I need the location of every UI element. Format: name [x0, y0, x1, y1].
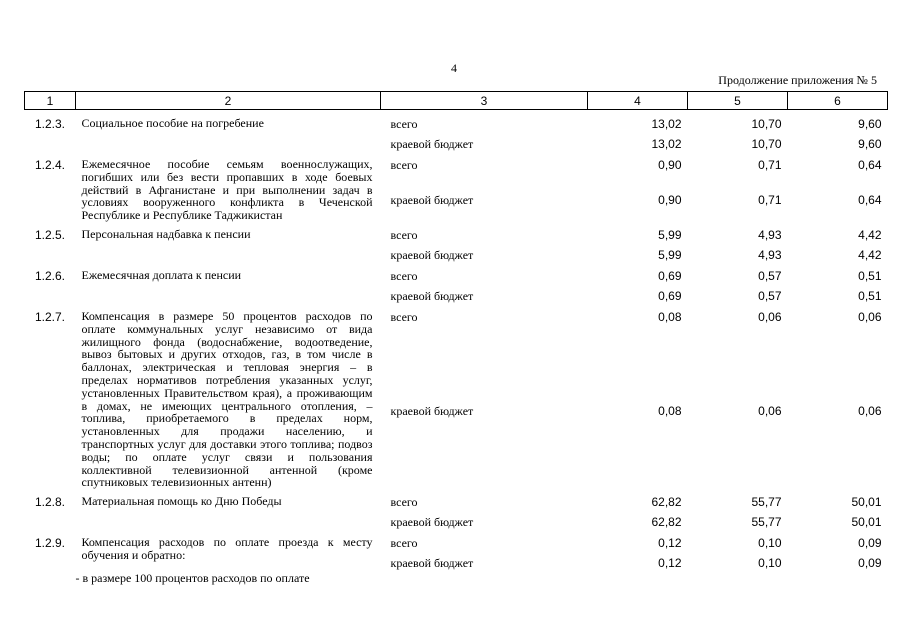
value-col-6: 4,42: [858, 247, 882, 262]
value-col-5: 4,93: [758, 247, 782, 262]
col-header-4: 4: [588, 92, 688, 110]
value-col-6: 0,64: [858, 158, 882, 172]
value-col-4: 0,69: [658, 288, 682, 303]
funding-source: всего: [390, 227, 418, 242]
appendix-table: [24, 91, 888, 586]
item-number: 1.2.5.: [34, 227, 66, 242]
funding-source: краевой бюджет: [390, 403, 474, 418]
value-col-6: 0,51: [858, 288, 882, 303]
trailing-note: - в размере 100 процентов расходов по оплате: [75, 571, 310, 586]
funding-source: всего: [390, 536, 418, 551]
appendix-continuation-label: Продолжение приложения № 5: [718, 73, 877, 87]
item-name: Персональная надбавка к пенсии: [81, 226, 251, 241]
value-col-6: 50,01: [851, 515, 882, 530]
empty-cell: [25, 571, 76, 586]
col-header-3: 3: [381, 92, 588, 110]
funding-source: краевой бюджет: [390, 288, 474, 303]
value-col-4: 62,82: [651, 515, 682, 530]
value-col-5: 10,70: [751, 117, 782, 131]
value-col-4: 0,69: [658, 268, 682, 283]
funding-source: всего: [390, 268, 418, 283]
value-col-4: 5,99: [658, 227, 682, 242]
table-header-row: [25, 92, 888, 110]
value-col-6: 0,51: [858, 268, 882, 283]
value-col-6: 50,01: [851, 495, 882, 510]
table-body: [25, 110, 888, 587]
value-col-4: 0,12: [658, 536, 682, 551]
value-col-6: 0,09: [858, 536, 882, 551]
table-row: [25, 304, 888, 399]
funding-source: краевой бюджет: [390, 137, 474, 151]
value-col-5: 55,77: [751, 515, 782, 530]
item-name: Ежемесячное пособие семьям военнослужащих, погибших или без вести пропавших в ходе боевых действий в Афганистане и при выполнении задач в условиях вооруженного конфликта в Чеченской Республике и Республике Таджикистан: [81, 157, 373, 223]
funding-source: краевой бюджет: [390, 515, 474, 530]
value-col-4: 13,02: [651, 117, 682, 131]
item-number: 1.2.8.: [34, 495, 66, 510]
table-row: [25, 222, 888, 243]
value-col-6: 4,42: [858, 227, 882, 242]
funding-source: всего: [390, 495, 418, 510]
table-row: [25, 571, 888, 586]
table-row: [25, 489, 888, 510]
table-row: [25, 110, 888, 133]
value-col-6: 9,60: [858, 117, 882, 131]
item-name: Компенсация в размере 50 процентов расходов по оплате коммунальных услуг независимо от вида жилищного фонда (водоснабжение, водоотведение, вывоз бытовых и других отходов, газ, в том числе в баллонах, электрическая и тепловая энергия – в пределах нормативов потребления указанных услуг, установленных Правительством края), а проживающим в домах, не имеющих центрального отопления, – топлива, приобретаемого в пределах норм, установленных для продажи населению, и транспортных услуг для доставки этого топлива; подвоз воды; по оплате услуг связи и пользования коллективной телевизионной антенной (кроме спутниковых телевизионных антенн): [81, 308, 373, 490]
item-number: 1.2.4.: [34, 158, 66, 172]
item-name: Ежемесячная доплата к пенсии: [81, 267, 242, 282]
funding-source: краевой бюджет: [390, 192, 474, 207]
item-name: Компенсация расходов по оплате проезда к месту обучения и обратно:: [81, 535, 373, 562]
col-header-5: 5: [688, 92, 788, 110]
page-number: 4: [451, 61, 457, 75]
value-col-5: 0,10: [758, 556, 782, 571]
value-col-5: 4,93: [758, 227, 782, 242]
value-col-5: 55,77: [751, 495, 782, 510]
value-col-4: 0,08: [658, 309, 682, 324]
value-col-4: 0,90: [658, 192, 682, 207]
item-number: 1.2.9.: [34, 536, 66, 551]
item-number: 1.2.7.: [34, 309, 66, 324]
value-col-6: 0,06: [858, 403, 882, 418]
funding-source: всего: [390, 309, 418, 324]
value-col-4: 0,90: [658, 158, 682, 172]
value-col-6: 9,60: [858, 137, 882, 151]
funding-source: краевой бюджет: [390, 556, 474, 571]
funding-source: всего: [390, 158, 418, 172]
value-col-6: 0,09: [858, 556, 882, 571]
value-col-5: 0,71: [758, 192, 782, 207]
col-header-1: 1: [25, 92, 76, 110]
col-header-2: 2: [76, 92, 381, 110]
value-col-6: 0,64: [858, 192, 882, 207]
table-row: [25, 530, 888, 551]
value-col-5: 10,70: [751, 137, 782, 151]
funding-source: всего: [390, 117, 418, 131]
value-col-4: 5,99: [658, 247, 682, 262]
value-col-6: 0,06: [858, 309, 882, 324]
item-number: 1.2.3.: [34, 117, 66, 131]
value-col-5: 0,10: [758, 536, 782, 551]
value-col-5: 0,06: [758, 309, 782, 324]
value-col-5: 0,71: [758, 158, 782, 172]
item-name: Материальная помощь ко Дню Победы: [81, 494, 282, 509]
value-col-4: 13,02: [651, 137, 682, 151]
value-col-4: 0,12: [658, 556, 682, 571]
col-header-6: 6: [788, 92, 888, 110]
value-col-4: 0,08: [658, 403, 682, 418]
value-col-5: 0,57: [758, 288, 782, 303]
value-col-5: 0,06: [758, 403, 782, 418]
item-number: 1.2.6.: [34, 268, 66, 283]
value-col-5: 0,57: [758, 268, 782, 283]
item-name: Социальное пособие на погребение: [81, 116, 264, 130]
table-row: [25, 152, 888, 188]
funding-source: краевой бюджет: [390, 247, 474, 262]
table-row: [25, 263, 888, 284]
value-col-4: 62,82: [651, 495, 682, 510]
